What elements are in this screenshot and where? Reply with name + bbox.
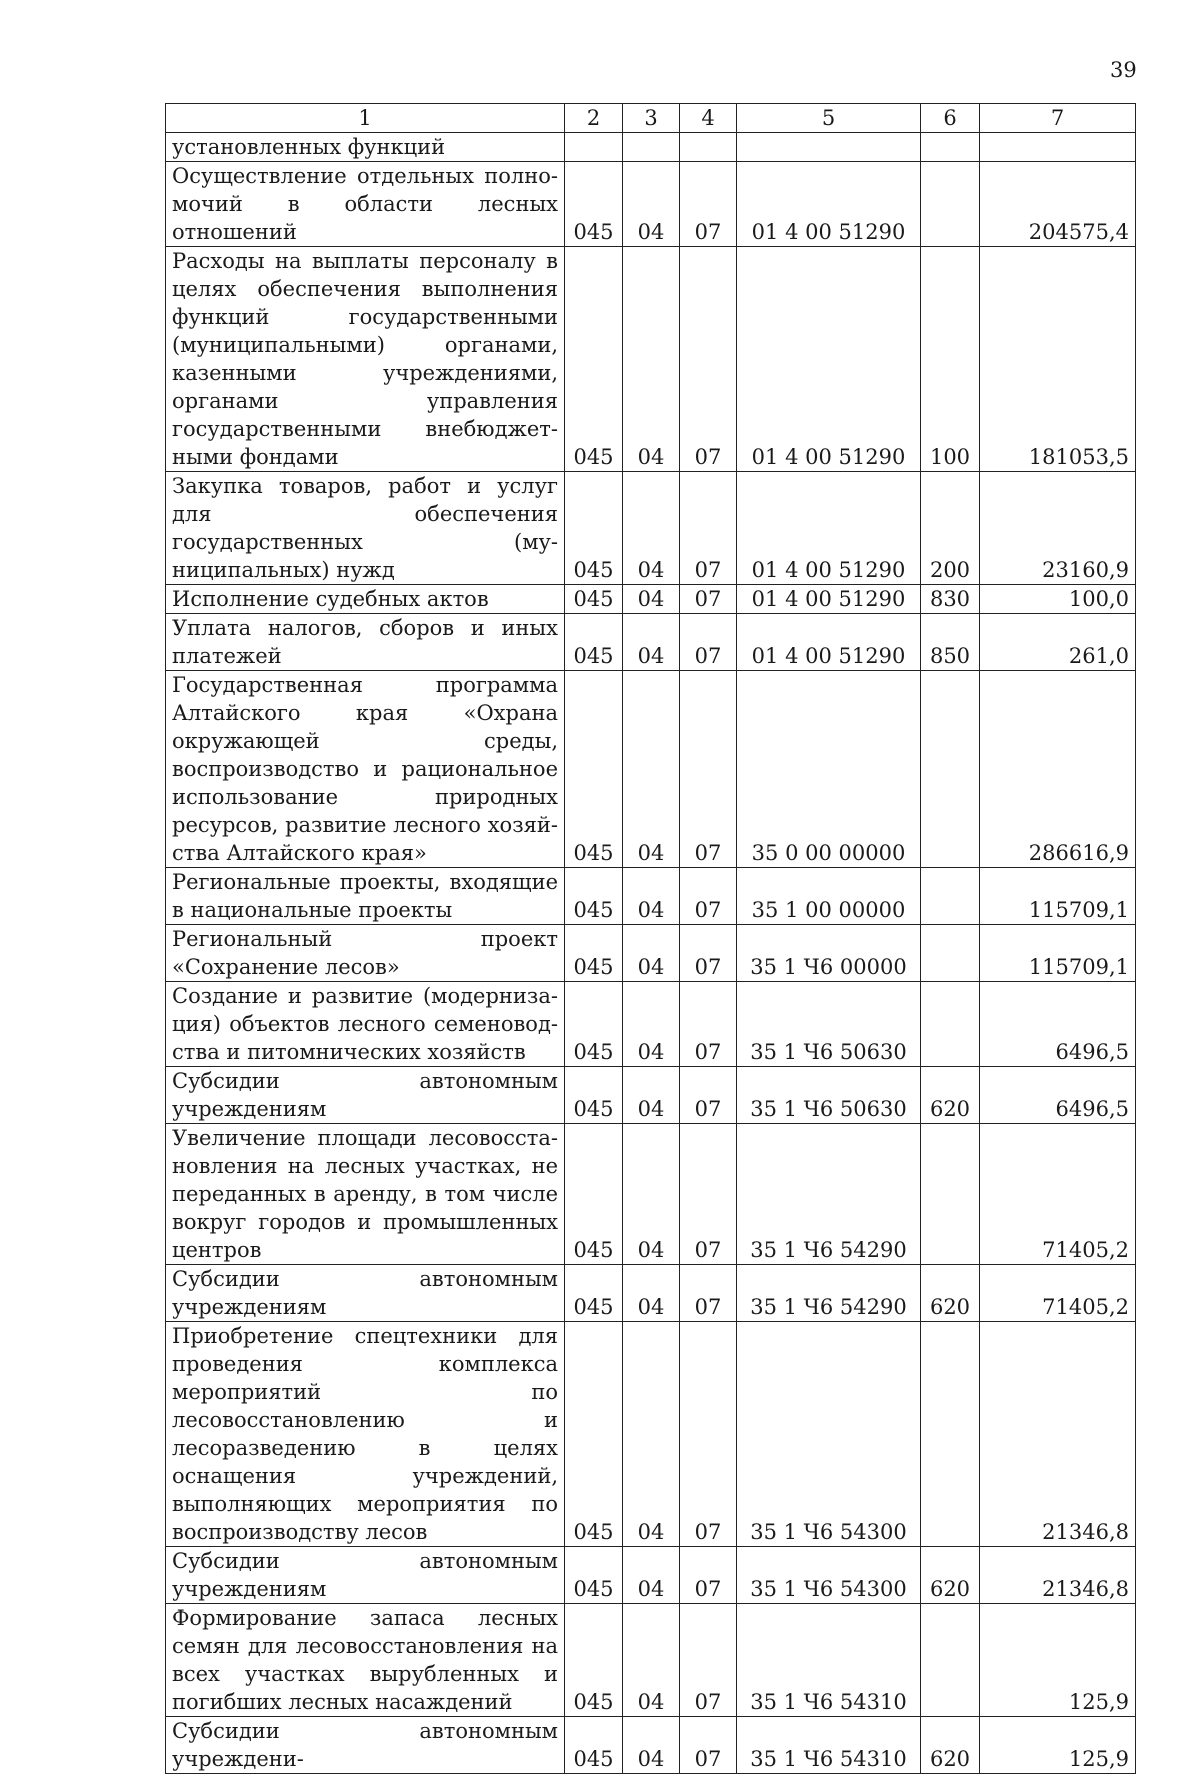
row-description: Увеличение площади лесовосстановления на лесных участках, не переданных в аренду, в том числе вокруг городов и промышленных центров (166, 1124, 565, 1265)
subsection-code: 07 (680, 671, 737, 868)
table-row (166, 1547, 1136, 1604)
subsection-code: 07 (680, 247, 737, 472)
expense-type-code (921, 925, 980, 982)
target-article-code: 35 1 00 00000 (737, 868, 921, 925)
expense-type-code (921, 1124, 980, 1265)
section-code: 04 (623, 247, 680, 472)
row-description: Закупка товаров, работ и услуг для обеспечения государственных (муниципальных) нужд (166, 472, 565, 585)
amount: 261,0 (980, 614, 1136, 671)
admin-code: 045 (565, 868, 623, 925)
admin-code: 045 (565, 1717, 623, 1774)
section-code: 04 (623, 925, 680, 982)
table-row (166, 247, 1136, 472)
admin-code: 045 (565, 1124, 623, 1265)
row-description: Уплата налогов, сборов и иных платежей (166, 614, 565, 671)
admin-code (565, 133, 623, 162)
column-header: 4 (680, 104, 737, 133)
expense-type-code: 620 (921, 1547, 980, 1604)
admin-code: 045 (565, 1322, 623, 1547)
section-code: 04 (623, 868, 680, 925)
table-header-row (166, 104, 1136, 133)
expense-type-code: 830 (921, 585, 980, 614)
admin-code: 045 (565, 247, 623, 472)
expense-type-code: 620 (921, 1717, 980, 1774)
table-row (166, 614, 1136, 671)
admin-code: 045 (565, 1067, 623, 1124)
subsection-code: 07 (680, 585, 737, 614)
expense-type-code (921, 868, 980, 925)
expense-type-code (921, 1322, 980, 1547)
amount: 115709,1 (980, 868, 1136, 925)
amount: 125,9 (980, 1604, 1136, 1717)
row-description: Субсидии автономным учреждениям (166, 1067, 565, 1124)
subsection-code: 07 (680, 162, 737, 247)
admin-code: 045 (565, 982, 623, 1067)
expense-type-code: 200 (921, 472, 980, 585)
row-description: Исполнение судебных актов (166, 585, 565, 614)
subsection-code: 07 (680, 1124, 737, 1265)
amount: 23160,9 (980, 472, 1136, 585)
table-row (166, 162, 1136, 247)
table-row (166, 925, 1136, 982)
subsection-code: 07 (680, 614, 737, 671)
row-description: Региональные проекты, входящие в национальные проекты (166, 868, 565, 925)
subsection-code: 07 (680, 472, 737, 585)
table-row (166, 472, 1136, 585)
subsection-code: 07 (680, 1604, 737, 1717)
admin-code: 045 (565, 472, 623, 585)
section-code: 04 (623, 671, 680, 868)
expense-type-code (921, 982, 980, 1067)
section-code: 04 (623, 1067, 680, 1124)
expense-type-code (921, 162, 980, 247)
table-row (166, 1067, 1136, 1124)
amount: 21346,8 (980, 1547, 1136, 1604)
target-article-code: 35 1 Ч6 00000 (737, 925, 921, 982)
row-description: Субсидии автономным учреждени- (166, 1717, 565, 1774)
amount: 181053,5 (980, 247, 1136, 472)
section-code: 04 (623, 1604, 680, 1717)
section-code: 04 (623, 1265, 680, 1322)
table-row (166, 1265, 1136, 1322)
section-code: 04 (623, 1547, 680, 1604)
target-article-code: 01 4 00 51290 (737, 472, 921, 585)
section-code: 04 (623, 1124, 680, 1265)
column-header: 2 (565, 104, 623, 133)
amount: 71405,2 (980, 1124, 1136, 1265)
target-article-code: 35 1 Ч6 54300 (737, 1322, 921, 1547)
target-article-code: 01 4 00 51290 (737, 162, 921, 247)
section-code: 04 (623, 472, 680, 585)
amount: 6496,5 (980, 1067, 1136, 1124)
column-header: 1 (166, 104, 565, 133)
page-number: 39 (1110, 58, 1137, 82)
target-article-code: 35 1 Ч6 50630 (737, 982, 921, 1067)
target-article-code: 35 1 Ч6 54290 (737, 1265, 921, 1322)
subsection-code: 07 (680, 1265, 737, 1322)
subsection-code: 07 (680, 1067, 737, 1124)
budget-table-body (166, 104, 1136, 1774)
admin-code: 045 (565, 925, 623, 982)
section-code: 04 (623, 1717, 680, 1774)
amount (980, 133, 1136, 162)
column-header: 6 (921, 104, 980, 133)
subsection-code (680, 133, 737, 162)
target-article-code (737, 133, 921, 162)
admin-code: 045 (565, 585, 623, 614)
column-header: 5 (737, 104, 921, 133)
admin-code: 045 (565, 162, 623, 247)
section-code: 04 (623, 162, 680, 247)
row-description: Приобретение спецтехники для проведения комплекса мероприятий по лесовосстановлению и лесоразведению в целях оснащения учреждений, выполняющих мероприятия по воспроизводству лесов (166, 1322, 565, 1547)
target-article-code: 35 1 Ч6 54300 (737, 1547, 921, 1604)
subsection-code: 07 (680, 1547, 737, 1604)
expense-type-code: 620 (921, 1265, 980, 1322)
column-header: 7 (980, 104, 1136, 133)
admin-code: 045 (565, 1547, 623, 1604)
row-description: Региональный проект «Сохранение лесов» (166, 925, 565, 982)
target-article-code: 35 1 Ч6 54290 (737, 1124, 921, 1265)
row-description: Осуществление отдельных полномочий в области лесных отношений (166, 162, 565, 247)
amount: 204575,4 (980, 162, 1136, 247)
target-article-code: 35 1 Ч6 54310 (737, 1604, 921, 1717)
admin-code: 045 (565, 614, 623, 671)
subsection-code: 07 (680, 925, 737, 982)
table-row (166, 671, 1136, 868)
expense-type-code: 100 (921, 247, 980, 472)
table-row (166, 585, 1136, 614)
section-code: 04 (623, 1322, 680, 1547)
table-row (166, 1604, 1136, 1717)
expense-type-code (921, 133, 980, 162)
expense-type-code: 850 (921, 614, 980, 671)
subsection-code: 07 (680, 868, 737, 925)
table-row (166, 868, 1136, 925)
subsection-code: 07 (680, 1717, 737, 1774)
budget-table (165, 103, 1136, 1774)
row-description: Субсидии автономным учреждениям (166, 1265, 565, 1322)
amount: 115709,1 (980, 925, 1136, 982)
amount: 6496,5 (980, 982, 1136, 1067)
table-row (166, 982, 1136, 1067)
row-description: Расходы на выплаты персоналу в целях обеспечения выполнения функций государственными (муниципальными) органами, казенными учреждениями, органами управления государственными внебюджетными фондами (166, 247, 565, 472)
admin-code: 045 (565, 671, 623, 868)
section-code (623, 133, 680, 162)
amount: 286616,9 (980, 671, 1136, 868)
expense-type-code (921, 671, 980, 868)
row-description: Формирование запаса лесных семян для лесовосстановления на всех участках вырубленных и погибших лесных насаждений (166, 1604, 565, 1717)
target-article-code: 01 4 00 51290 (737, 247, 921, 472)
target-article-code: 01 4 00 51290 (737, 585, 921, 614)
expense-type-code (921, 1604, 980, 1717)
table-row (166, 1322, 1136, 1547)
section-code: 04 (623, 585, 680, 614)
row-description: Субсидии автономным учреждениям (166, 1547, 565, 1604)
subsection-code: 07 (680, 1322, 737, 1547)
target-article-code: 01 4 00 51290 (737, 614, 921, 671)
table-row (166, 1124, 1136, 1265)
row-description: Государственная программа Алтайского края «Охрана окружающей среды, воспроизводство и рациональное использование природных ресурсов, развитие лесного хозяйства Алтайского края» (166, 671, 565, 868)
column-header: 3 (623, 104, 680, 133)
table-row (166, 133, 1136, 162)
admin-code: 045 (565, 1265, 623, 1322)
table-row (166, 1717, 1136, 1774)
row-description: установленных функций (166, 133, 565, 162)
amount: 71405,2 (980, 1265, 1136, 1322)
expense-type-code: 620 (921, 1067, 980, 1124)
row-description: Создание и развитие (модернизация) объектов лесного семеноводства и питомнических хозяйств (166, 982, 565, 1067)
target-article-code: 35 1 Ч6 54310 (737, 1717, 921, 1774)
target-article-code: 35 0 00 00000 (737, 671, 921, 868)
amount: 21346,8 (980, 1322, 1136, 1547)
amount: 100,0 (980, 585, 1136, 614)
subsection-code: 07 (680, 982, 737, 1067)
admin-code: 045 (565, 1604, 623, 1717)
target-article-code: 35 1 Ч6 50630 (737, 1067, 921, 1124)
amount: 125,9 (980, 1717, 1136, 1774)
section-code: 04 (623, 982, 680, 1067)
section-code: 04 (623, 614, 680, 671)
